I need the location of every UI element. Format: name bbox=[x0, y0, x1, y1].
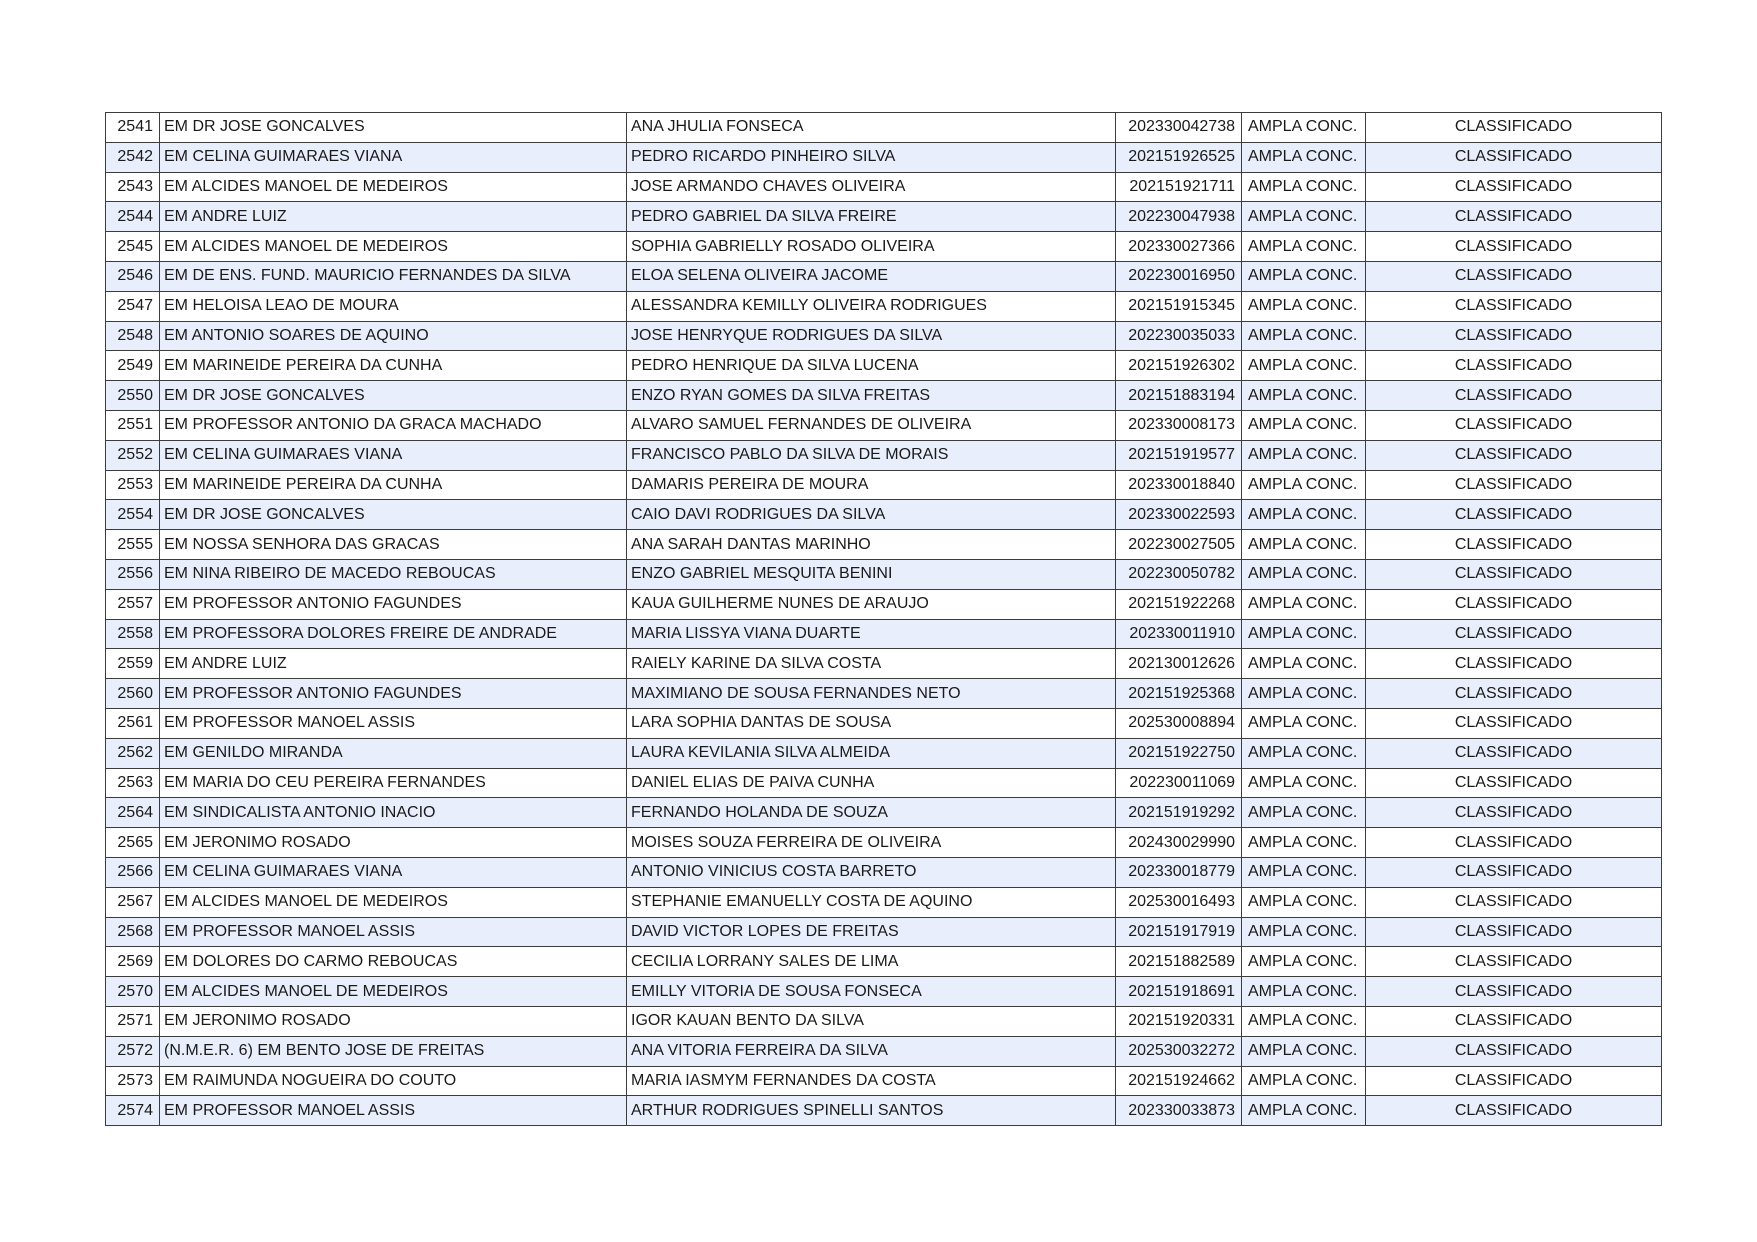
student-name-cell: KAUA GUILHERME NUNES DE ARAUJO bbox=[627, 589, 1116, 619]
category-cell: AMPLA CONC. bbox=[1242, 1096, 1366, 1126]
student-name-cell: LARA SOPHIA DANTAS DE SOUSA bbox=[627, 708, 1116, 738]
student-name-cell: STEPHANIE EMANUELLY COSTA DE AQUINO bbox=[627, 887, 1116, 917]
category-cell: AMPLA CONC. bbox=[1242, 559, 1366, 589]
student-name-cell: MOISES SOUZA FERREIRA DE OLIVEIRA bbox=[627, 828, 1116, 858]
student-name-cell: ALESSANDRA KEMILLY OLIVEIRA RODRIGUES bbox=[627, 291, 1116, 321]
school-name-cell: EM HELOISA LEAO DE MOURA bbox=[160, 291, 627, 321]
registration-cell: 202330022593 bbox=[1116, 500, 1242, 530]
status-cell: CLASSIFICADO bbox=[1366, 708, 1662, 738]
table-row bbox=[106, 142, 1662, 172]
status-cell: CLASSIFICADO bbox=[1366, 530, 1662, 560]
school-name-cell: EM MARIA DO CEU PEREIRA FERNANDES bbox=[160, 768, 627, 798]
registration-cell: 202151924662 bbox=[1116, 1066, 1242, 1096]
school-name-cell: EM NOSSA SENHORA DAS GRACAS bbox=[160, 530, 627, 560]
results-body bbox=[106, 113, 1662, 1126]
category-cell: AMPLA CONC. bbox=[1242, 887, 1366, 917]
category-cell: AMPLA CONC. bbox=[1242, 798, 1366, 828]
results-table bbox=[105, 112, 1662, 1126]
registration-cell: 202151925368 bbox=[1116, 679, 1242, 709]
table-row bbox=[106, 202, 1662, 232]
registration-cell: 202330008173 bbox=[1116, 410, 1242, 440]
table-row bbox=[106, 440, 1662, 470]
status-cell: CLASSIFICADO bbox=[1366, 381, 1662, 411]
school-name-cell: EM ALCIDES MANOEL DE MEDEIROS bbox=[160, 977, 627, 1007]
registration-cell: 202151926525 bbox=[1116, 142, 1242, 172]
status-cell: CLASSIFICADO bbox=[1366, 142, 1662, 172]
category-cell: AMPLA CONC. bbox=[1242, 440, 1366, 470]
status-cell: CLASSIFICADO bbox=[1366, 828, 1662, 858]
table-row bbox=[106, 649, 1662, 679]
row-number: 2558 bbox=[106, 619, 160, 649]
status-cell: CLASSIFICADO bbox=[1366, 559, 1662, 589]
school-name-cell: EM PROFESSOR ANTONIO FAGUNDES bbox=[160, 589, 627, 619]
status-cell: CLASSIFICADO bbox=[1366, 619, 1662, 649]
student-name-cell: ANA SARAH DANTAS MARINHO bbox=[627, 530, 1116, 560]
registration-cell: 202151918691 bbox=[1116, 977, 1242, 1007]
status-cell: CLASSIFICADO bbox=[1366, 410, 1662, 440]
table-row bbox=[106, 261, 1662, 291]
student-name-cell: ENZO GABRIEL MESQUITA BENINI bbox=[627, 559, 1116, 589]
table-row bbox=[106, 1006, 1662, 1036]
table-row bbox=[106, 828, 1662, 858]
student-name-cell: SOPHIA GABRIELLY ROSADO OLIVEIRA bbox=[627, 232, 1116, 262]
table-row bbox=[106, 947, 1662, 977]
table-row bbox=[106, 559, 1662, 589]
registration-cell: 202230047938 bbox=[1116, 202, 1242, 232]
student-name-cell: JOSE ARMANDO CHAVES OLIVEIRA bbox=[627, 172, 1116, 202]
row-number: 2545 bbox=[106, 232, 160, 262]
category-cell: AMPLA CONC. bbox=[1242, 619, 1366, 649]
student-name-cell: ANA JHULIA FONSECA bbox=[627, 113, 1116, 143]
status-cell: CLASSIFICADO bbox=[1366, 1066, 1662, 1096]
registration-cell: 202230035033 bbox=[1116, 321, 1242, 351]
student-name-cell: PEDRO HENRIQUE DA SILVA LUCENA bbox=[627, 351, 1116, 381]
row-number: 2555 bbox=[106, 530, 160, 560]
category-cell: AMPLA CONC. bbox=[1242, 917, 1366, 947]
category-cell: AMPLA CONC. bbox=[1242, 708, 1366, 738]
registration-cell: 202151920331 bbox=[1116, 1006, 1242, 1036]
row-number: 2553 bbox=[106, 470, 160, 500]
category-cell: AMPLA CONC. bbox=[1242, 738, 1366, 768]
status-cell: CLASSIFICADO bbox=[1366, 261, 1662, 291]
student-name-cell: ANTONIO VINICIUS COSTA BARRETO bbox=[627, 857, 1116, 887]
status-cell: CLASSIFICADO bbox=[1366, 232, 1662, 262]
registration-cell: 202230016950 bbox=[1116, 261, 1242, 291]
student-name-cell: ALVARO SAMUEL FERNANDES DE OLIVEIRA bbox=[627, 410, 1116, 440]
student-name-cell: ARTHUR RODRIGUES SPINELLI SANTOS bbox=[627, 1096, 1116, 1126]
status-cell: CLASSIFICADO bbox=[1366, 500, 1662, 530]
category-cell: AMPLA CONC. bbox=[1242, 1066, 1366, 1096]
registration-cell: 202151883194 bbox=[1116, 381, 1242, 411]
student-name-cell: DAMARIS PEREIRA DE MOURA bbox=[627, 470, 1116, 500]
registration-cell: 202530032272 bbox=[1116, 1036, 1242, 1066]
student-name-cell: CAIO DAVI RODRIGUES DA SILVA bbox=[627, 500, 1116, 530]
school-name-cell: EM PROFESSORA DOLORES FREIRE DE ANDRADE bbox=[160, 619, 627, 649]
table-row bbox=[106, 977, 1662, 1007]
registration-cell: 202430029990 bbox=[1116, 828, 1242, 858]
school-name-cell: EM GENILDO MIRANDA bbox=[160, 738, 627, 768]
row-number: 2557 bbox=[106, 589, 160, 619]
category-cell: AMPLA CONC. bbox=[1242, 1006, 1366, 1036]
school-name-cell: EM DE ENS. FUND. MAURICIO FERNANDES DA SILVA bbox=[160, 261, 627, 291]
status-cell: CLASSIFICADO bbox=[1366, 649, 1662, 679]
table-row bbox=[106, 917, 1662, 947]
row-number: 2574 bbox=[106, 1096, 160, 1126]
status-cell: CLASSIFICADO bbox=[1366, 291, 1662, 321]
table-row bbox=[106, 679, 1662, 709]
row-number: 2547 bbox=[106, 291, 160, 321]
student-name-cell: PEDRO GABRIEL DA SILVA FREIRE bbox=[627, 202, 1116, 232]
table-row bbox=[106, 172, 1662, 202]
student-name-cell: MARIA LISSYA VIANA DUARTE bbox=[627, 619, 1116, 649]
school-name-cell: EM ALCIDES MANOEL DE MEDEIROS bbox=[160, 232, 627, 262]
registration-cell: 202151926302 bbox=[1116, 351, 1242, 381]
student-name-cell: DANIEL ELIAS DE PAIVA CUNHA bbox=[627, 768, 1116, 798]
school-name-cell: EM SINDICALISTA ANTONIO INACIO bbox=[160, 798, 627, 828]
category-cell: AMPLA CONC. bbox=[1242, 321, 1366, 351]
student-name-cell: PEDRO RICARDO PINHEIRO SILVA bbox=[627, 142, 1116, 172]
table-row bbox=[106, 500, 1662, 530]
student-name-cell: ANA VITORIA FERREIRA DA SILVA bbox=[627, 1036, 1116, 1066]
school-name-cell: EM JERONIMO ROSADO bbox=[160, 1006, 627, 1036]
category-cell: AMPLA CONC. bbox=[1242, 291, 1366, 321]
school-name-cell: EM DR JOSE GONCALVES bbox=[160, 500, 627, 530]
school-name-cell: EM RAIMUNDA NOGUEIRA DO COUTO bbox=[160, 1066, 627, 1096]
status-cell: CLASSIFICADO bbox=[1366, 798, 1662, 828]
row-number: 2559 bbox=[106, 649, 160, 679]
registration-cell: 202530008894 bbox=[1116, 708, 1242, 738]
table-row bbox=[106, 470, 1662, 500]
category-cell: AMPLA CONC. bbox=[1242, 857, 1366, 887]
school-name-cell: EM PROFESSOR MANOEL ASSIS bbox=[160, 708, 627, 738]
registration-cell: 202230011069 bbox=[1116, 768, 1242, 798]
school-name-cell: EM DOLORES DO CARMO REBOUCAS bbox=[160, 947, 627, 977]
student-name-cell: MARIA IASMYM FERNANDES DA COSTA bbox=[627, 1066, 1116, 1096]
school-name-cell: (N.M.E.R. 6) EM BENTO JOSE DE FREITAS bbox=[160, 1036, 627, 1066]
student-name-cell: MAXIMIANO DE SOUSA FERNANDES NETO bbox=[627, 679, 1116, 709]
row-number: 2550 bbox=[106, 381, 160, 411]
table-row bbox=[106, 113, 1662, 143]
registration-cell: 202330042738 bbox=[1116, 113, 1242, 143]
student-name-cell: ENZO RYAN GOMES DA SILVA FREITAS bbox=[627, 381, 1116, 411]
category-cell: AMPLA CONC. bbox=[1242, 649, 1366, 679]
status-cell: CLASSIFICADO bbox=[1366, 679, 1662, 709]
registration-cell: 202151882589 bbox=[1116, 947, 1242, 977]
registration-cell: 202130012626 bbox=[1116, 649, 1242, 679]
status-cell: CLASSIFICADO bbox=[1366, 947, 1662, 977]
row-number: 2552 bbox=[106, 440, 160, 470]
status-cell: CLASSIFICADO bbox=[1366, 470, 1662, 500]
table-row bbox=[106, 589, 1662, 619]
student-name-cell: JOSE HENRYQUE RODRIGUES DA SILVA bbox=[627, 321, 1116, 351]
registration-cell: 202151921711 bbox=[1116, 172, 1242, 202]
registration-cell: 202330027366 bbox=[1116, 232, 1242, 262]
row-number: 2565 bbox=[106, 828, 160, 858]
school-name-cell: EM NINA RIBEIRO DE MACEDO REBOUCAS bbox=[160, 559, 627, 589]
student-name-cell: LAURA KEVILANIA SILVA ALMEIDA bbox=[627, 738, 1116, 768]
table-row bbox=[106, 857, 1662, 887]
table-row bbox=[106, 1036, 1662, 1066]
status-cell: CLASSIFICADO bbox=[1366, 172, 1662, 202]
category-cell: AMPLA CONC. bbox=[1242, 530, 1366, 560]
registration-cell: 202151917919 bbox=[1116, 917, 1242, 947]
row-number: 2567 bbox=[106, 887, 160, 917]
school-name-cell: EM MARINEIDE PEREIRA DA CUNHA bbox=[160, 351, 627, 381]
category-cell: AMPLA CONC. bbox=[1242, 947, 1366, 977]
school-name-cell: EM ALCIDES MANOEL DE MEDEIROS bbox=[160, 887, 627, 917]
status-cell: CLASSIFICADO bbox=[1366, 1096, 1662, 1126]
school-name-cell: EM PROFESSOR MANOEL ASSIS bbox=[160, 1096, 627, 1126]
student-name-cell: ELOA SELENA OLIVEIRA JACOME bbox=[627, 261, 1116, 291]
table-row bbox=[106, 768, 1662, 798]
registration-cell: 202530016493 bbox=[1116, 887, 1242, 917]
table-row bbox=[106, 232, 1662, 262]
row-number: 2546 bbox=[106, 261, 160, 291]
category-cell: AMPLA CONC. bbox=[1242, 351, 1366, 381]
category-cell: AMPLA CONC. bbox=[1242, 768, 1366, 798]
table-row bbox=[106, 619, 1662, 649]
row-number: 2560 bbox=[106, 679, 160, 709]
school-name-cell: EM PROFESSOR ANTONIO DA GRACA MACHADO bbox=[160, 410, 627, 440]
category-cell: AMPLA CONC. bbox=[1242, 679, 1366, 709]
status-cell: CLASSIFICADO bbox=[1366, 440, 1662, 470]
category-cell: AMPLA CONC. bbox=[1242, 828, 1366, 858]
registration-cell: 202330033873 bbox=[1116, 1096, 1242, 1126]
category-cell: AMPLA CONC. bbox=[1242, 202, 1366, 232]
category-cell: AMPLA CONC. bbox=[1242, 589, 1366, 619]
category-cell: AMPLA CONC. bbox=[1242, 1036, 1366, 1066]
category-cell: AMPLA CONC. bbox=[1242, 232, 1366, 262]
row-number: 2570 bbox=[106, 977, 160, 1007]
student-name-cell: FRANCISCO PABLO DA SILVA DE MORAIS bbox=[627, 440, 1116, 470]
row-number: 2548 bbox=[106, 321, 160, 351]
registration-cell: 202230050782 bbox=[1116, 559, 1242, 589]
status-cell: CLASSIFICADO bbox=[1366, 977, 1662, 1007]
row-number: 2571 bbox=[106, 1006, 160, 1036]
school-name-cell: EM DR JOSE GONCALVES bbox=[160, 381, 627, 411]
student-name-cell: EMILLY VITORIA DE SOUSA FONSECA bbox=[627, 977, 1116, 1007]
category-cell: AMPLA CONC. bbox=[1242, 381, 1366, 411]
category-cell: AMPLA CONC. bbox=[1242, 142, 1366, 172]
status-cell: CLASSIFICADO bbox=[1366, 1036, 1662, 1066]
category-cell: AMPLA CONC. bbox=[1242, 500, 1366, 530]
table-row bbox=[106, 321, 1662, 351]
table-row bbox=[106, 530, 1662, 560]
student-name-cell: DAVID VICTOR LOPES DE FREITAS bbox=[627, 917, 1116, 947]
registration-cell: 202230027505 bbox=[1116, 530, 1242, 560]
school-name-cell: EM CELINA GUIMARAES VIANA bbox=[160, 857, 627, 887]
row-number: 2551 bbox=[106, 410, 160, 440]
row-number: 2566 bbox=[106, 857, 160, 887]
category-cell: AMPLA CONC. bbox=[1242, 261, 1366, 291]
registration-cell: 202151915345 bbox=[1116, 291, 1242, 321]
row-number: 2554 bbox=[106, 500, 160, 530]
status-cell: CLASSIFICADO bbox=[1366, 857, 1662, 887]
table-row bbox=[106, 351, 1662, 381]
school-name-cell: EM CELINA GUIMARAES VIANA bbox=[160, 142, 627, 172]
registration-cell: 202151919577 bbox=[1116, 440, 1242, 470]
student-name-cell: CECILIA LORRANY SALES DE LIMA bbox=[627, 947, 1116, 977]
category-cell: AMPLA CONC. bbox=[1242, 172, 1366, 202]
row-number: 2543 bbox=[106, 172, 160, 202]
school-name-cell: EM ANTONIO SOARES DE AQUINO bbox=[160, 321, 627, 351]
status-cell: CLASSIFICADO bbox=[1366, 351, 1662, 381]
category-cell: AMPLA CONC. bbox=[1242, 113, 1366, 143]
category-cell: AMPLA CONC. bbox=[1242, 470, 1366, 500]
school-name-cell: EM PROFESSOR MANOEL ASSIS bbox=[160, 917, 627, 947]
row-number: 2544 bbox=[106, 202, 160, 232]
status-cell: CLASSIFICADO bbox=[1366, 887, 1662, 917]
row-number: 2569 bbox=[106, 947, 160, 977]
student-name-cell: RAIELY KARINE DA SILVA COSTA bbox=[627, 649, 1116, 679]
row-number: 2542 bbox=[106, 142, 160, 172]
status-cell: CLASSIFICADO bbox=[1366, 321, 1662, 351]
status-cell: CLASSIFICADO bbox=[1366, 768, 1662, 798]
school-name-cell: EM CELINA GUIMARAES VIANA bbox=[160, 440, 627, 470]
status-cell: CLASSIFICADO bbox=[1366, 202, 1662, 232]
row-number: 2564 bbox=[106, 798, 160, 828]
row-number: 2561 bbox=[106, 708, 160, 738]
school-name-cell: EM ALCIDES MANOEL DE MEDEIROS bbox=[160, 172, 627, 202]
row-number: 2573 bbox=[106, 1066, 160, 1096]
school-name-cell: EM PROFESSOR ANTONIO FAGUNDES bbox=[160, 679, 627, 709]
school-name-cell: EM DR JOSE GONCALVES bbox=[160, 113, 627, 143]
student-name-cell: FERNANDO HOLANDA DE SOUZA bbox=[627, 798, 1116, 828]
registration-cell: 202151922750 bbox=[1116, 738, 1242, 768]
status-cell: CLASSIFICADO bbox=[1366, 738, 1662, 768]
row-number: 2572 bbox=[106, 1036, 160, 1066]
category-cell: AMPLA CONC. bbox=[1242, 410, 1366, 440]
table-row bbox=[106, 410, 1662, 440]
school-name-cell: EM ANDRE LUIZ bbox=[160, 202, 627, 232]
row-number: 2563 bbox=[106, 768, 160, 798]
table-row bbox=[106, 887, 1662, 917]
table-row bbox=[106, 1066, 1662, 1096]
row-number: 2549 bbox=[106, 351, 160, 381]
registration-cell: 202330018840 bbox=[1116, 470, 1242, 500]
row-number: 2568 bbox=[106, 917, 160, 947]
table-row bbox=[106, 1096, 1662, 1126]
table-row bbox=[106, 708, 1662, 738]
table-row bbox=[106, 381, 1662, 411]
status-cell: CLASSIFICADO bbox=[1366, 589, 1662, 619]
table-row bbox=[106, 291, 1662, 321]
status-cell: CLASSIFICADO bbox=[1366, 1006, 1662, 1036]
category-cell: AMPLA CONC. bbox=[1242, 977, 1366, 1007]
table-row bbox=[106, 798, 1662, 828]
student-name-cell: IGOR KAUAN BENTO DA SILVA bbox=[627, 1006, 1116, 1036]
registration-cell: 202330011910 bbox=[1116, 619, 1242, 649]
school-name-cell: EM ANDRE LUIZ bbox=[160, 649, 627, 679]
row-number: 2541 bbox=[106, 113, 160, 143]
row-number: 2562 bbox=[106, 738, 160, 768]
school-name-cell: EM JERONIMO ROSADO bbox=[160, 828, 627, 858]
registration-cell: 202151922268 bbox=[1116, 589, 1242, 619]
registration-cell: 202330018779 bbox=[1116, 857, 1242, 887]
table-row bbox=[106, 738, 1662, 768]
row-number: 2556 bbox=[106, 559, 160, 589]
status-cell: CLASSIFICADO bbox=[1366, 113, 1662, 143]
school-name-cell: EM MARINEIDE PEREIRA DA CUNHA bbox=[160, 470, 627, 500]
status-cell: CLASSIFICADO bbox=[1366, 917, 1662, 947]
registration-cell: 202151919292 bbox=[1116, 798, 1242, 828]
